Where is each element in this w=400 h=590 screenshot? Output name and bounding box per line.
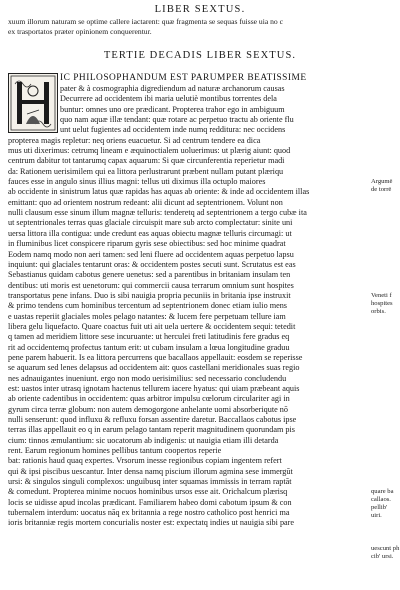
text-line	[8, 539, 370, 549]
continued-text	[8, 17, 360, 37]
text-line: quo nam aquæ illæ tendant: quæ rotare ac perpetuo tractu ab oriente flu	[60, 115, 294, 125]
text-line: buntur: omnes uno ore prædicant. Propterea trahor ego in ambiguum	[60, 104, 285, 114]
margin-note-line: Veneti f	[371, 292, 392, 299]
margin-note-line: quare ba	[371, 488, 394, 495]
text-line: terras illas appellauit eo q in earum pelago tantam reperit magnitudinem quorundam pis	[8, 425, 295, 435]
text-line: se aquarum sed lenes delapsus ad occidentem ait: quos castellani meridionales suas regio	[8, 363, 300, 373]
text-line: Decurrere ad occidentem ibi maria uelutiè montibus torrentes dela	[60, 94, 277, 104]
text-line: pater & à cosmographia digrediendum ad naturæ archanorum causas	[60, 84, 285, 93]
text-line: mus uti dixerimus: cetrumq lineam e æquinoctialem uoluerimus: ut plærig aiunt: quod	[8, 146, 291, 156]
margin-note-line: cib' ursi.	[371, 553, 394, 560]
margin-note-line: Argumē	[371, 178, 393, 185]
margin-note-line: orbis.	[371, 308, 386, 315]
text-line: centrum dabitur tot tantarumq capax aquarum: Si quæ circunferentia reperietur madi	[8, 156, 285, 166]
margin-note	[371, 178, 400, 194]
margin-note	[371, 488, 400, 520]
text-line: cium: tinnos æmulantium: sic uocatorum ab indigenis: ut nauigia etiam illi detarda	[8, 435, 279, 445]
text-line: xuum illorum naturam se optime callere iactarent: quæ fragmenta se sequas fuisse uia no c	[8, 17, 283, 26]
text-line: bat: rationis haud quaq expertes. Vrsorum inesse regionibus copiam ingentem refert	[8, 456, 282, 466]
text-line: ursi: & singulos singuli complexos: unguibusq inter squamas immissis in terram raptāt	[8, 477, 292, 487]
text-line: ab oriente cadentibus in occidentem: quas arbitror impulsu cœlorum circulariter agi in	[8, 394, 290, 404]
text-line: & comedunt. Propterea minime nocuos hominibus ursos esse ait. Orichalcum plærisq	[8, 487, 288, 497]
text-line: propterea magis repletur: neq oriens euacuetur. Si ad centrum tendere ea dica	[8, 135, 261, 145]
text-line: in fluminibus licet conspicere riparum gyris sese obiectibus: sed hoc minime quadrat	[8, 239, 286, 249]
text-line: locis se uidisse apud incolas prædicant. Familiarem habeo domi cabotum ipsum & con	[8, 497, 292, 507]
text-line: nes adnauigantes inueniunt. ergo non modo uerisimilius: sed necessario concludendu	[8, 373, 287, 383]
text-line: pene parem habuerit. Is ea littora percurrens que bacallaos appellauit: eosdem se reperisse	[8, 352, 303, 362]
text-line: ut septentrionales terras quas glaciale circuispit mare sub arcto complectatur: sinite uni	[8, 218, 293, 228]
margin-note-line: uescunt ph	[371, 545, 400, 552]
running-head: LIBER SEXTUS.	[154, 4, 246, 15]
margin-note-line: pellib'	[371, 504, 388, 511]
text-line: rent. Earum regionum homines pellibus tantum coopertos reperie	[8, 446, 222, 456]
body-text	[8, 84, 370, 549]
margin-note-line: de torrē	[371, 186, 392, 193]
text-line: ab occidente in sinistrum latus quæ rapidas has aquas ab oriente: & inde ad occidentem illas	[8, 187, 310, 197]
text-line: nulli clausum esse sinum illum magnæ telluris: tenderetq ad septentrionem a tergo cubæ ita	[8, 208, 307, 218]
text-line: ioris britanniæ regis mortem concurialis noster est: expectatq indies ut nauigia sibi pare	[8, 518, 295, 528]
text-line: emittant: quo ad orientem nostrum redeant: alii dicunt ad septentrionem. Volunt non	[8, 197, 283, 207]
text-line: e uastas reperiit glaciales moles pelago natantes: & lucem fere perpetuam tellure iam	[8, 311, 286, 321]
text-line: Sebastianus quidam cabotus genere uenetus: sed a parentibus in britaniam insulam ten	[8, 270, 291, 280]
margin-note-line: hospites	[371, 300, 393, 307]
opening-line: IC PHILOSOPHANDUM EST PARUMPER BEATISSIME	[60, 73, 307, 83]
text-line: qui & ipsi piscibus uescantur. Inter densa namq piscium illorum agmina sese immergūt	[8, 466, 293, 476]
text-line: & primo tendens cum hominibus tercentum ad septentrionem donec etiam iulio mens	[8, 301, 287, 311]
text-line: fauces esse in angulo sinus illius magni: tellus uti diximus illa octuplo maiores	[8, 177, 266, 187]
text-line: dentibus: uti moris est uenetorum: qui commercii causa terrarum omnium sunt hospites	[8, 280, 294, 290]
margin-note	[371, 545, 400, 561]
text-line: Eodem namq modo non aeri tamen: sed leni fluere ad occidentem aquas perpetuo lapsu	[8, 249, 294, 259]
text-line: unt uelut fugientes ad occidentem inde numq redditura: nec occidens	[60, 125, 286, 135]
margin-note-line: uiri.	[371, 512, 382, 519]
text-line: tubernalem interdum: uocatus nāq ex britannia a rege nostro catholico post henrici ma	[8, 508, 290, 518]
text-line: uersa littora illa contigua: unde credunt eas aquas obiectu magnæ telluris circumagi: ut	[8, 228, 292, 238]
margin-note-line: callaos.	[371, 496, 391, 503]
margin-note	[371, 292, 400, 316]
text-line: transportatus pene infans. Duo is sibi nauigia propria pecuniis in britania ipse instruxit	[8, 290, 291, 300]
text-line: rit ad occidentemq profectus tantum erit: ut cubam insulam a lœua longitudine graduu	[8, 342, 290, 352]
text-line: da: Rationem uerisimilem qui ea littora perlustrarunt præbent nullam putant plæriqu	[8, 166, 284, 176]
text-line: libera gelu liquefacto. Quare coactus fuit uti ait uela uertere & occidentem sequi: tetedit	[8, 321, 296, 331]
text-line: gyrum circa terræ globum: non autem demogorgone anhelante uomi absorberiqute nō	[8, 404, 288, 414]
text-line: est: uastos inter utrasq ignotam hactenus tellurem iacere hyatus: qui uiam præbeant aquis	[8, 383, 300, 393]
section-title: TERTIE DECADIS LIBER SEXTUS.	[103, 50, 297, 61]
text-line: inquiunt: qui glaciales tentarunt oras: & occidentem postes secuti sunt. Scrutatus est eas	[8, 259, 296, 269]
text-line: q tamen ad meridiem littore sese incuruante: ut herculei freti latitudinis fere gradus eq	[8, 332, 290, 342]
text-line: ex trasportatos præter opinionem conquerentur.	[8, 27, 152, 36]
text-line	[8, 529, 370, 539]
text-line: nulli senserunt: quod influxu & refluxu forsan assentire daretur. Baccallaos cabotus ipse	[8, 415, 297, 424]
